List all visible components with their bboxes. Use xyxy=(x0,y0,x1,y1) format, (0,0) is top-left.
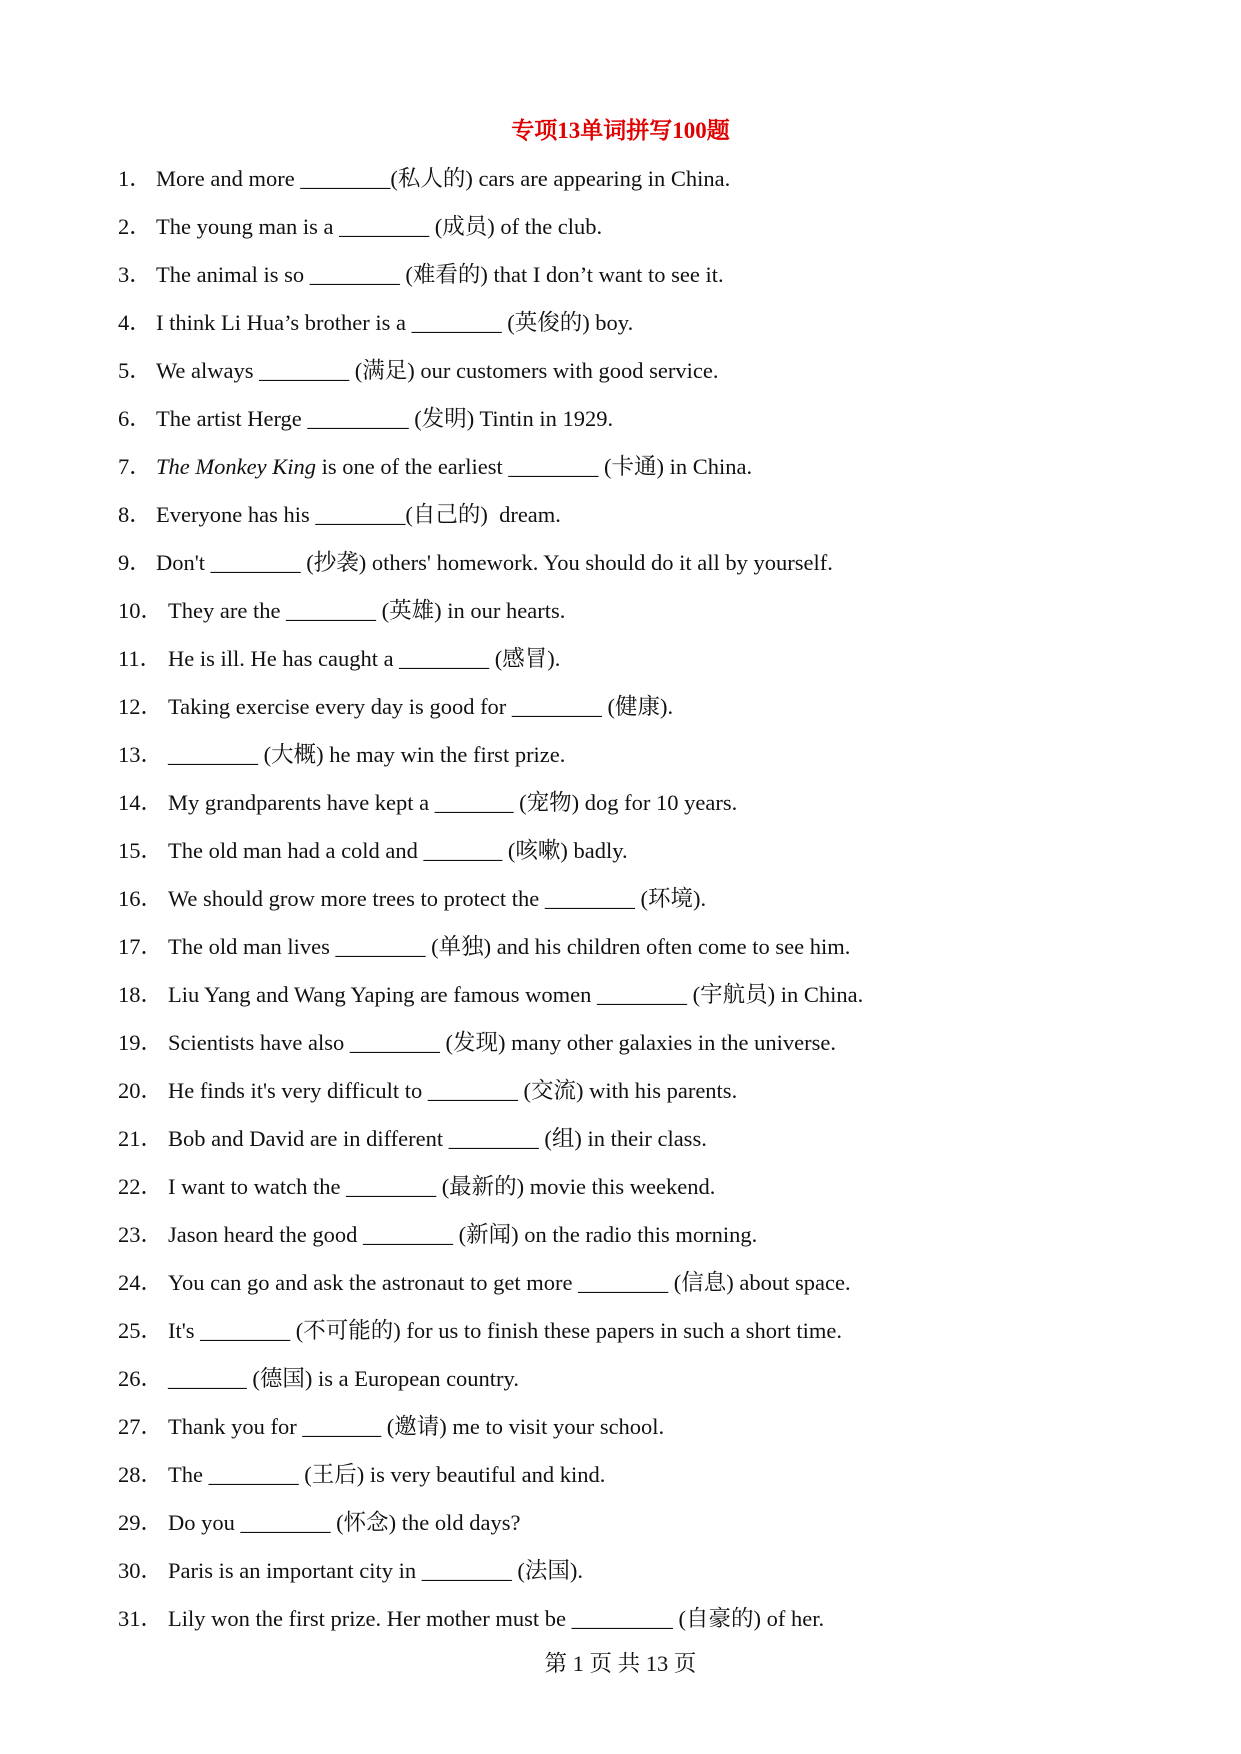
question-text xyxy=(156,501,561,549)
question-item xyxy=(118,165,1178,213)
question-item xyxy=(118,933,1178,981)
question-sentence: The old man lives ________ (单独) and his children often come to see him. xyxy=(168,934,851,959)
question-text xyxy=(168,1125,707,1173)
question-text xyxy=(168,1605,824,1653)
question-sentence: They are the ________ (英雄) in our hearts. xyxy=(168,598,566,623)
question-sentence: We always ________ (满足) our customers with good service. xyxy=(156,358,719,383)
question-text xyxy=(168,885,706,933)
question-number: 27． xyxy=(118,1414,164,1439)
question-text xyxy=(168,693,673,741)
question-number: 24． xyxy=(118,1270,164,1295)
question-text xyxy=(156,261,724,309)
question-number: 1． xyxy=(118,166,152,191)
question-number: 6． xyxy=(118,406,152,431)
question-number: 18． xyxy=(118,982,164,1007)
question-item xyxy=(118,261,1178,309)
question-number: 30． xyxy=(118,1558,164,1583)
question-sentence: My grandparents have kept a _______ (宠物) dog for 10 years. xyxy=(168,790,738,815)
question-text xyxy=(156,213,602,261)
question-number: 5． xyxy=(118,358,152,383)
question-text xyxy=(156,549,833,597)
question-sentence: The old man had a cold and _______ (咳嗽) badly. xyxy=(168,838,628,863)
question-number: 20． xyxy=(118,1078,164,1103)
question-item xyxy=(118,693,1178,741)
question-number: 28． xyxy=(118,1462,164,1487)
question-number: 4． xyxy=(118,310,152,335)
question-item xyxy=(118,1413,1178,1461)
question-item xyxy=(118,1317,1178,1365)
question-text xyxy=(168,1365,519,1413)
question-sentence: The animal is so ________ (难看的) that I don’t want to see it. xyxy=(156,262,724,287)
question-sentence: Do you ________ (怀念) the old days? xyxy=(168,1510,521,1535)
question-text xyxy=(168,1173,715,1221)
question-text xyxy=(168,1413,664,1461)
question-sentence: Paris is an important city in ________ (法国). xyxy=(168,1558,583,1583)
question-item xyxy=(118,1221,1178,1269)
question-sentence: Taking exercise every day is good for ________ (健康). xyxy=(168,694,674,719)
question-item xyxy=(118,1557,1178,1605)
question-item xyxy=(118,1605,1178,1653)
question-text xyxy=(168,1221,757,1269)
question-number: 21． xyxy=(118,1126,164,1151)
question-number: 19． xyxy=(118,1030,164,1055)
question-text xyxy=(168,1317,842,1365)
question-item xyxy=(118,1509,1178,1557)
question-item xyxy=(118,1173,1178,1221)
question-number: 16． xyxy=(118,886,164,911)
question-sentence: Jason heard the good ________ (新闻) on the radio this morning. xyxy=(168,1222,758,1247)
question-sentence: _______ (德国) is a European country. xyxy=(168,1366,519,1391)
question-number: 10． xyxy=(118,598,164,623)
question-sentence: Lily won the first prize. Her mother must be _________ (自豪的) of her. xyxy=(168,1606,825,1631)
question-item xyxy=(118,1365,1178,1413)
question-item xyxy=(118,885,1178,933)
question-item xyxy=(118,501,1178,549)
question-number: 12． xyxy=(118,694,164,719)
question-sentence: We should grow more trees to protect the ________ (环境). xyxy=(168,886,707,911)
question-number: 25． xyxy=(118,1318,164,1343)
question-item xyxy=(118,453,1178,501)
question-number: 11． xyxy=(118,646,163,671)
page-title: 专项13单词拼写100题 xyxy=(511,118,730,143)
question-sentence: Bob and David are in different ________ (组) in their class. xyxy=(168,1126,707,1151)
question-text xyxy=(156,405,613,453)
question-item xyxy=(118,837,1178,885)
question-number: 23． xyxy=(118,1222,164,1247)
question-item xyxy=(118,405,1178,453)
question-item xyxy=(118,645,1178,693)
question-number: 13． xyxy=(118,742,164,767)
question-item xyxy=(118,1029,1178,1077)
question-sentence: It's ________ (不可能的) for us to finish these papers in such a short time. xyxy=(168,1318,842,1343)
question-item xyxy=(118,1269,1178,1317)
question-item xyxy=(118,981,1178,1029)
question-number: 8． xyxy=(118,502,152,527)
question-number: 7． xyxy=(118,454,152,479)
question-text xyxy=(156,453,752,501)
question-number: 3． xyxy=(118,262,152,287)
question-sentence: He is ill. He has caught a ________ (感冒). xyxy=(168,646,561,671)
question-sentence: The young man is a ________ (成员) of the club. xyxy=(156,214,603,239)
question-sentence: Thank you for _______ (邀请) me to visit your school. xyxy=(168,1414,665,1439)
question-number: 9． xyxy=(118,550,152,575)
question-text xyxy=(168,1461,605,1509)
question-text xyxy=(168,933,850,981)
question-number: 17． xyxy=(118,934,164,959)
question-text xyxy=(168,837,628,885)
question-sentence: Don't ________ (抄袭) others' homework. You should do it all by yourself. xyxy=(156,550,833,575)
question-number: 2． xyxy=(118,214,152,239)
question-list xyxy=(118,165,1178,1653)
question-item xyxy=(118,741,1178,789)
question-item xyxy=(118,1461,1178,1509)
question-text xyxy=(168,1557,583,1605)
question-number: 26． xyxy=(118,1366,164,1391)
question-number: 14． xyxy=(118,790,164,815)
question-item xyxy=(118,1125,1178,1173)
question-sentence: You can go and ask the astronaut to get more ________ (信息) about space. xyxy=(168,1270,851,1295)
question-item xyxy=(118,1077,1178,1125)
question-number: 29． xyxy=(118,1510,164,1535)
question-item xyxy=(118,549,1178,597)
question-sentence: The ________ (王后) is very beautiful and kind. xyxy=(168,1462,606,1487)
question-sentence: Liu Yang and Wang Yaping are famous women ________ (宇航员) in China. xyxy=(168,982,864,1007)
question-text xyxy=(168,1077,737,1125)
question-number: 31． xyxy=(118,1606,164,1631)
question-item xyxy=(118,789,1178,837)
question-item xyxy=(118,357,1178,405)
question-text xyxy=(168,1029,836,1077)
question-text xyxy=(168,597,565,645)
question-sentence: I want to watch the ________ (最新的) movie this weekend. xyxy=(168,1174,716,1199)
question-sentence: The artist Herge _________ (发明) Tintin in 1929. xyxy=(156,406,614,431)
question-item xyxy=(118,213,1178,261)
question-text xyxy=(168,741,565,789)
question-text xyxy=(168,981,863,1029)
question-text xyxy=(168,1269,851,1317)
question-text xyxy=(168,1509,520,1557)
question-sentence: More and more ________(私人的) cars are appearing in China. xyxy=(156,166,731,191)
question-sentence: ________ (大概) he may win the first prize. xyxy=(168,742,566,767)
question-number: 15． xyxy=(118,838,164,863)
question-text xyxy=(156,357,718,405)
question-sentence: He finds it's very difficult to ________ (交流) with his parents. xyxy=(168,1078,738,1103)
question-text xyxy=(168,789,737,837)
question-number: 22． xyxy=(118,1174,164,1199)
question-text xyxy=(156,309,633,357)
question-text xyxy=(168,645,560,693)
question-sentence: I think Li Hua’s brother is a ________ (英俊的) boy. xyxy=(156,310,634,335)
question-item xyxy=(118,309,1178,357)
question-sentence: Scientists have also ________ (发现) many other galaxies in the universe. xyxy=(168,1030,836,1055)
question-sentence: is one of the earliest ________ (卡通) in China. xyxy=(315,454,753,479)
page-footer: 第 1 页 共 13 页 xyxy=(544,1651,697,1676)
question-italic-title: The Monkey King xyxy=(156,454,316,479)
question-sentence: Everyone has his ________(自己的) dream. xyxy=(156,502,561,527)
question-text xyxy=(156,165,730,213)
question-item xyxy=(118,597,1178,645)
